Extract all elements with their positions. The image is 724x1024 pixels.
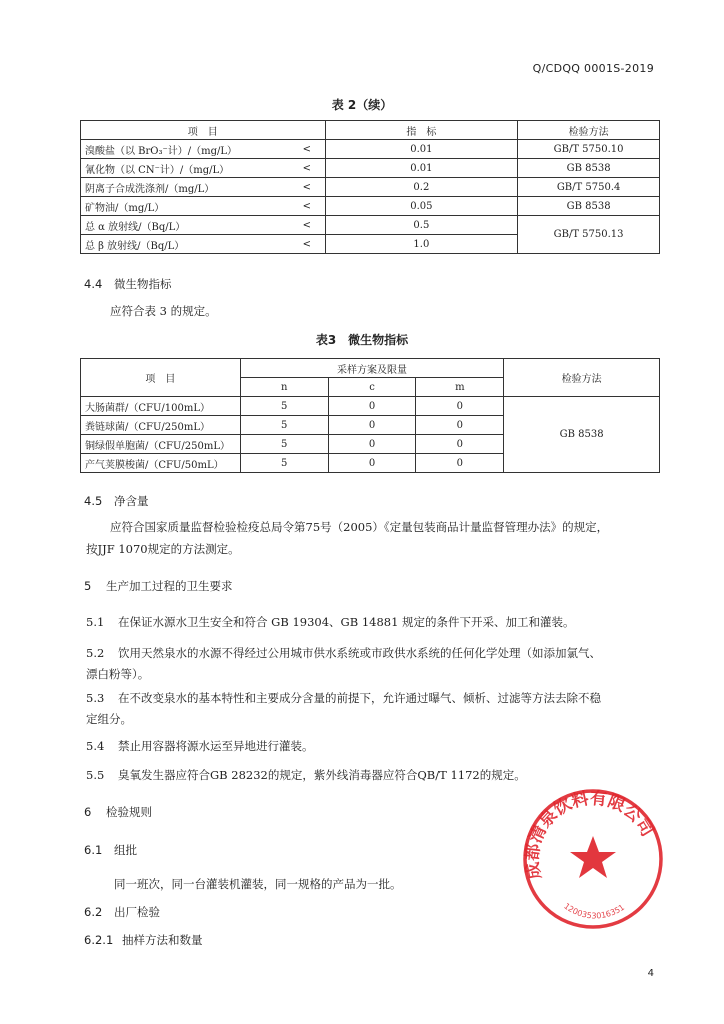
clause-5-5: 5.5 臭氧发生器应符合GB 28232的规定，紫外线消毒器应符合QB/T 1172的规定。 [86,768,526,782]
section-number: 6 [84,805,92,819]
table-row [81,197,660,216]
cell-c: 0 [328,435,416,454]
cell-c: 0 [328,416,416,435]
cell-item: 氰化物（以 CN⁻计）/（mg/L） [81,159,290,178]
table3-col-c: c [328,378,416,397]
section-number: 6.2 [84,905,103,919]
clause-5-4: 5.4 禁止用容器将源水运至异地进行灌装。 [86,739,314,753]
section-title: 出厂检验 [114,905,160,919]
table3 [80,358,660,473]
section-6-1-heading [84,842,137,858]
section-4-4-text: 应符合表 3 的规定。 [110,304,217,318]
svg-text:1200353016351: 1200353016351 [562,901,627,921]
cell-operator: < [289,235,325,254]
table3-col-n: n [240,378,328,397]
section-number: 4.4 [84,277,103,291]
section-4-5-line1: 应符合国家质量监督检验检疫总局令第75号（2005）《定量包装商品计量监督管理办法》的规定， [110,520,609,534]
star-icon [570,836,616,878]
cell-operator: < [289,216,325,235]
cell-n: 5 [240,416,328,435]
section-title: 检验规则 [106,805,152,819]
section-title: 净含量 [114,494,149,508]
section-6-1-text: 同一班次，同一台灌装机灌装，同一规格的产品为一批。 [114,877,402,891]
table3-col-m: m [416,378,504,397]
section-5-heading [84,578,233,594]
table3-caption: 表3 微生物指标 [315,333,409,347]
table2-col-item: 项 目 [81,121,326,140]
cell-method: GB 8538 [518,159,660,178]
cell-method: GB/T 5750.13 [518,216,660,254]
cell-m: 0 [416,397,504,416]
cell-item: 总 α 放射线/（Bq/L） [81,216,290,235]
cell-value: 0.2 [325,178,518,197]
cell-item: 总 β 放射线/（Bq/L） [81,235,290,254]
cell-n: 5 [240,454,328,473]
table3-col-sampling: 采样方案及限量 [240,359,503,378]
section-6-2-heading [84,904,160,920]
table2-col-value: 指 标 [325,121,518,140]
section-6-heading [84,804,152,820]
cell-m: 0 [416,435,504,454]
cell-item: 大肠菌群/（CFU/100mL） [81,397,241,416]
cell-item: 产气荚膜梭菌/（CFU/50mL） [81,454,241,473]
table2-col-method: 检验方法 [518,121,660,140]
section-4-4-heading [84,276,172,292]
clause-5-1: 5.1 在保证水源水卫生安全和符合 GB 19304、GB 14881 规定的条件下开采、加工和灌装。 [86,615,575,629]
clause-5-2-cont: 漂白粉等）。 [86,667,150,681]
cell-item: 铜绿假单胞菌/（CFU/250mL） [81,435,241,454]
cell-c: 0 [328,397,416,416]
table2-caption: 表 2（续） [331,98,393,112]
table-row [81,216,660,235]
cell-item: 阴离子合成洗涤剂/（mg/L） [81,178,290,197]
section-number: 4.5 [84,494,103,508]
table2 [80,120,660,254]
section-title: 微生物指标 [114,277,172,291]
page-number: 4 [647,968,654,979]
table3-col-method: 检验方法 [504,359,660,397]
cell-value: 0.05 [325,197,518,216]
section-6-2-1-heading [84,932,203,948]
cell-method: GB 8538 [518,197,660,216]
table2-header-row [81,121,660,140]
cell-operator: < [289,178,325,197]
section-number: 5 [84,579,92,593]
svg-text:成都清泉饮料有限公司: 成都清泉饮料有限公司 [522,788,658,881]
section-number: 6.1 [84,843,103,857]
doc-number: Q/CDQQ 0001S-2019 [532,62,654,75]
clause-5-3-cont: 定组分。 [86,712,132,726]
cell-item: 溴酸盐（以 BrO₃⁻计）/（mg/L） [81,140,290,159]
cell-value: 1.0 [325,235,518,254]
table-row [81,159,660,178]
section-number: 6.2.1 [84,933,114,947]
section-4-5-heading [84,493,149,509]
table-row [81,178,660,197]
company-seal [518,784,668,934]
section-title: 组批 [114,843,137,857]
cell-m: 0 [416,454,504,473]
cell-method: GB/T 5750.4 [518,178,660,197]
cell-value: 0.5 [325,216,518,235]
section-4-5-line2: 按JJF 1070规定的方法测定。 [86,542,240,556]
clause-5-2: 5.2 饮用天然泉水的水源不得经过公用城市供水系统或市政供水系统的任何化学处理（如添加氯气、 [86,646,601,660]
cell-method: GB 8538 [504,397,660,473]
cell-value: 0.01 [325,140,518,159]
cell-operator: < [289,197,325,216]
section-title: 抽样方法和数量 [122,933,203,947]
clause-5-3: 5.3 在不改变泉水的基本特性和主要成分含量的前提下，允许通过曝气、倾析、过滤等方法去除不稳 [86,691,601,705]
cell-c: 0 [328,454,416,473]
cell-n: 5 [240,397,328,416]
table-row [81,140,660,159]
cell-n: 5 [240,435,328,454]
cell-item: 粪链球菌/（CFU/250mL） [81,416,241,435]
cell-operator: < [289,159,325,178]
table-row [81,397,660,416]
cell-method: GB/T 5750.10 [518,140,660,159]
section-title: 生产加工过程的卫生要求 [106,579,233,593]
cell-operator: < [289,140,325,159]
cell-item: 矿物油/（mg/L） [81,197,290,216]
table3-col-item: 项 目 [81,359,241,397]
table3-header-row [81,359,660,378]
cell-value: 0.01 [325,159,518,178]
cell-m: 0 [416,416,504,435]
